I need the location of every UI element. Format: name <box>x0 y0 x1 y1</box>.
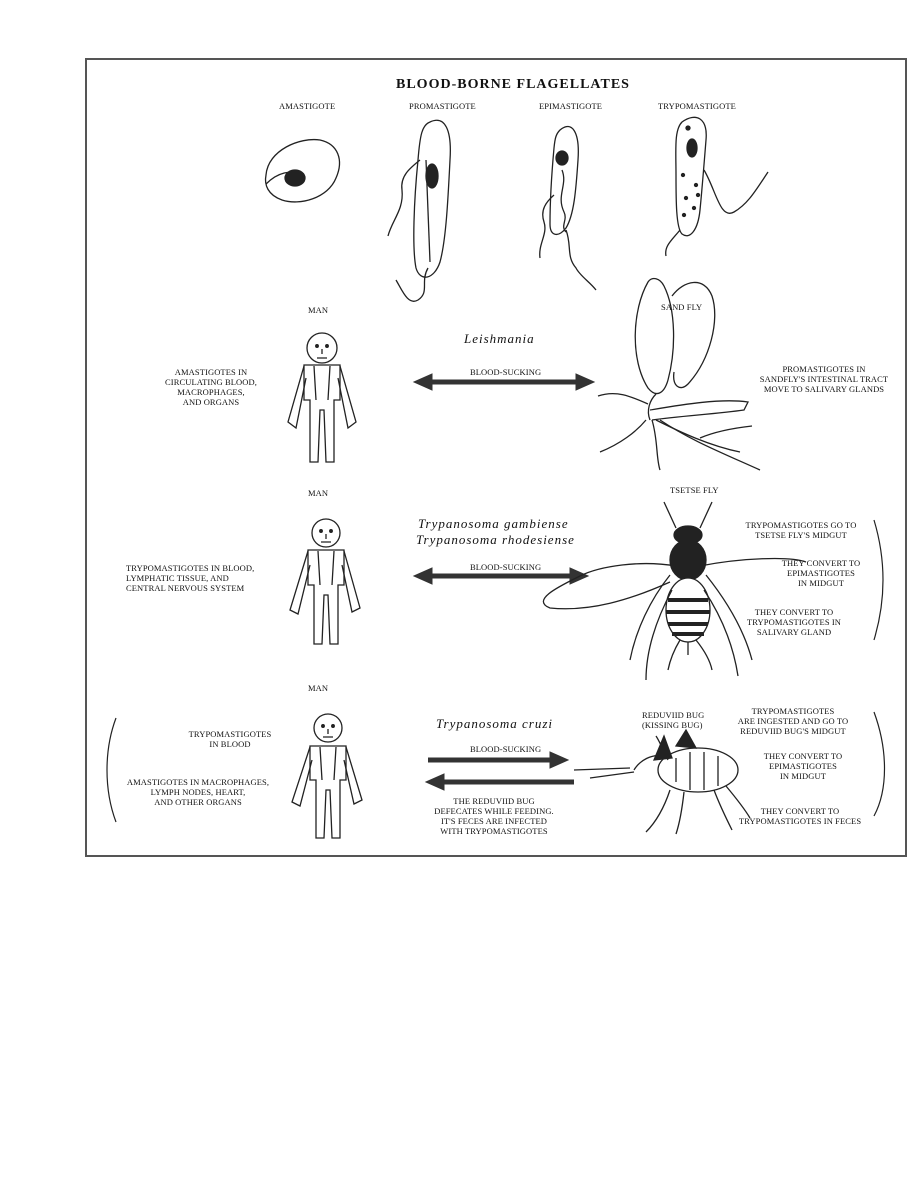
row3-parasite: Trypanosoma cruzi <box>436 716 554 731</box>
row2-vector-step-2: THEY CONVERT TO EPIMASTIGOTES IN MIDGUT <box>781 558 861 588</box>
row2-arrow-label: BLOOD-SUCKING <box>470 562 542 572</box>
row2-parasite-1: Trypanosoma gambiense <box>418 516 569 531</box>
row1-host-text: AMASTIGOTES IN CIRCULATING BLOOD, MACROPHAGES, AND ORGANS <box>165 367 257 407</box>
arrow-left-3 <box>426 774 574 790</box>
row2-vector-step-1: TRYPOMASTIGOTES GO TO TSETSE FLY'S MIDGUT <box>745 520 857 540</box>
row2-parasite-2: Trypanosoma rhodesiense <box>416 532 575 547</box>
man-figure-3 <box>292 714 362 838</box>
row3-vector-label: REDUVIID BUG (KISSING BUG) <box>642 710 705 730</box>
row1-vector-label: SAND FLY <box>661 302 703 312</box>
row3-arrow-label: BLOOD-SUCKING <box>470 744 542 754</box>
form-label-trypomastigote: TRYPOMASTIGOTE <box>658 101 736 111</box>
arrow-right-3 <box>428 752 568 768</box>
form-label-epimastigote: EPIMASTIGOTE <box>539 101 603 111</box>
bracket-left-row3 <box>107 718 116 822</box>
form-label-promastigote: PROMASTIGOTE <box>409 101 476 111</box>
row3-vector-step-3: THEY CONVERT TO TRYPOMASTIGOTES IN FECES <box>738 806 862 826</box>
promastigote-drawing <box>388 120 450 301</box>
row1-parasite: Leishmania <box>464 331 535 346</box>
row2-host-text: TRYPOMASTIGOTES IN BLOOD, LYMPHATIC TISSUE, AND CENTRAL NERVOUS SYSTEM <box>126 563 255 593</box>
row2-vector-step-3: THEY CONVERT TO TRYPOMASTIGOTES IN SALIVARY GLAND <box>746 607 842 637</box>
man-figure-1 <box>288 333 356 462</box>
epimastigote-drawing <box>540 127 596 290</box>
row3-vector-step-2: THEY CONVERT TO EPIMASTIGOTES IN MIDGUT <box>763 751 843 781</box>
row3-host-text-1: TRYPOMASTIGOTES IN BLOOD <box>188 729 272 749</box>
row1-vector-text: PROMASTIGOTES IN SANDFLY'S INTESTINAL TRACT MOVE TO SALIVARY GLANDS <box>759 364 889 394</box>
man-figure-2 <box>290 519 360 644</box>
form-label-amastigote: AMASTIGOTE <box>279 101 336 111</box>
row1-arrow-label: BLOOD-SUCKING <box>470 367 542 377</box>
page-title: BLOOD-BORNE FLAGELLATES <box>396 77 630 92</box>
row3-host-text-2: AMASTIGOTES IN MACROPHAGES, LYMPH NODES, HEART, AND OTHER ORGANS <box>126 777 270 807</box>
reduviid-bug-drawing <box>574 730 750 834</box>
row2-host-label: MAN <box>308 488 329 498</box>
row3-return-text: THE REDUVIID BUG DEFECATES WHILE FEEDING. IT'S FECES ARE INFECTED WITH TRYPOMASTIGOTES <box>434 796 554 836</box>
row3-host-label: MAN <box>308 683 329 693</box>
row1-host-label: MAN <box>308 305 329 315</box>
trypomastigote-drawing <box>666 117 768 256</box>
bracket-right-row3 <box>874 712 885 816</box>
bracket-right-row2 <box>874 520 883 640</box>
row2-vector-label: TSETSE FLY <box>670 485 719 495</box>
row3-vector-step-1: TRYPOMASTIGOTES ARE INGESTED AND GO TO REDUVIID BUG'S MIDGUT <box>737 706 849 736</box>
amastigote-drawing <box>266 140 340 202</box>
